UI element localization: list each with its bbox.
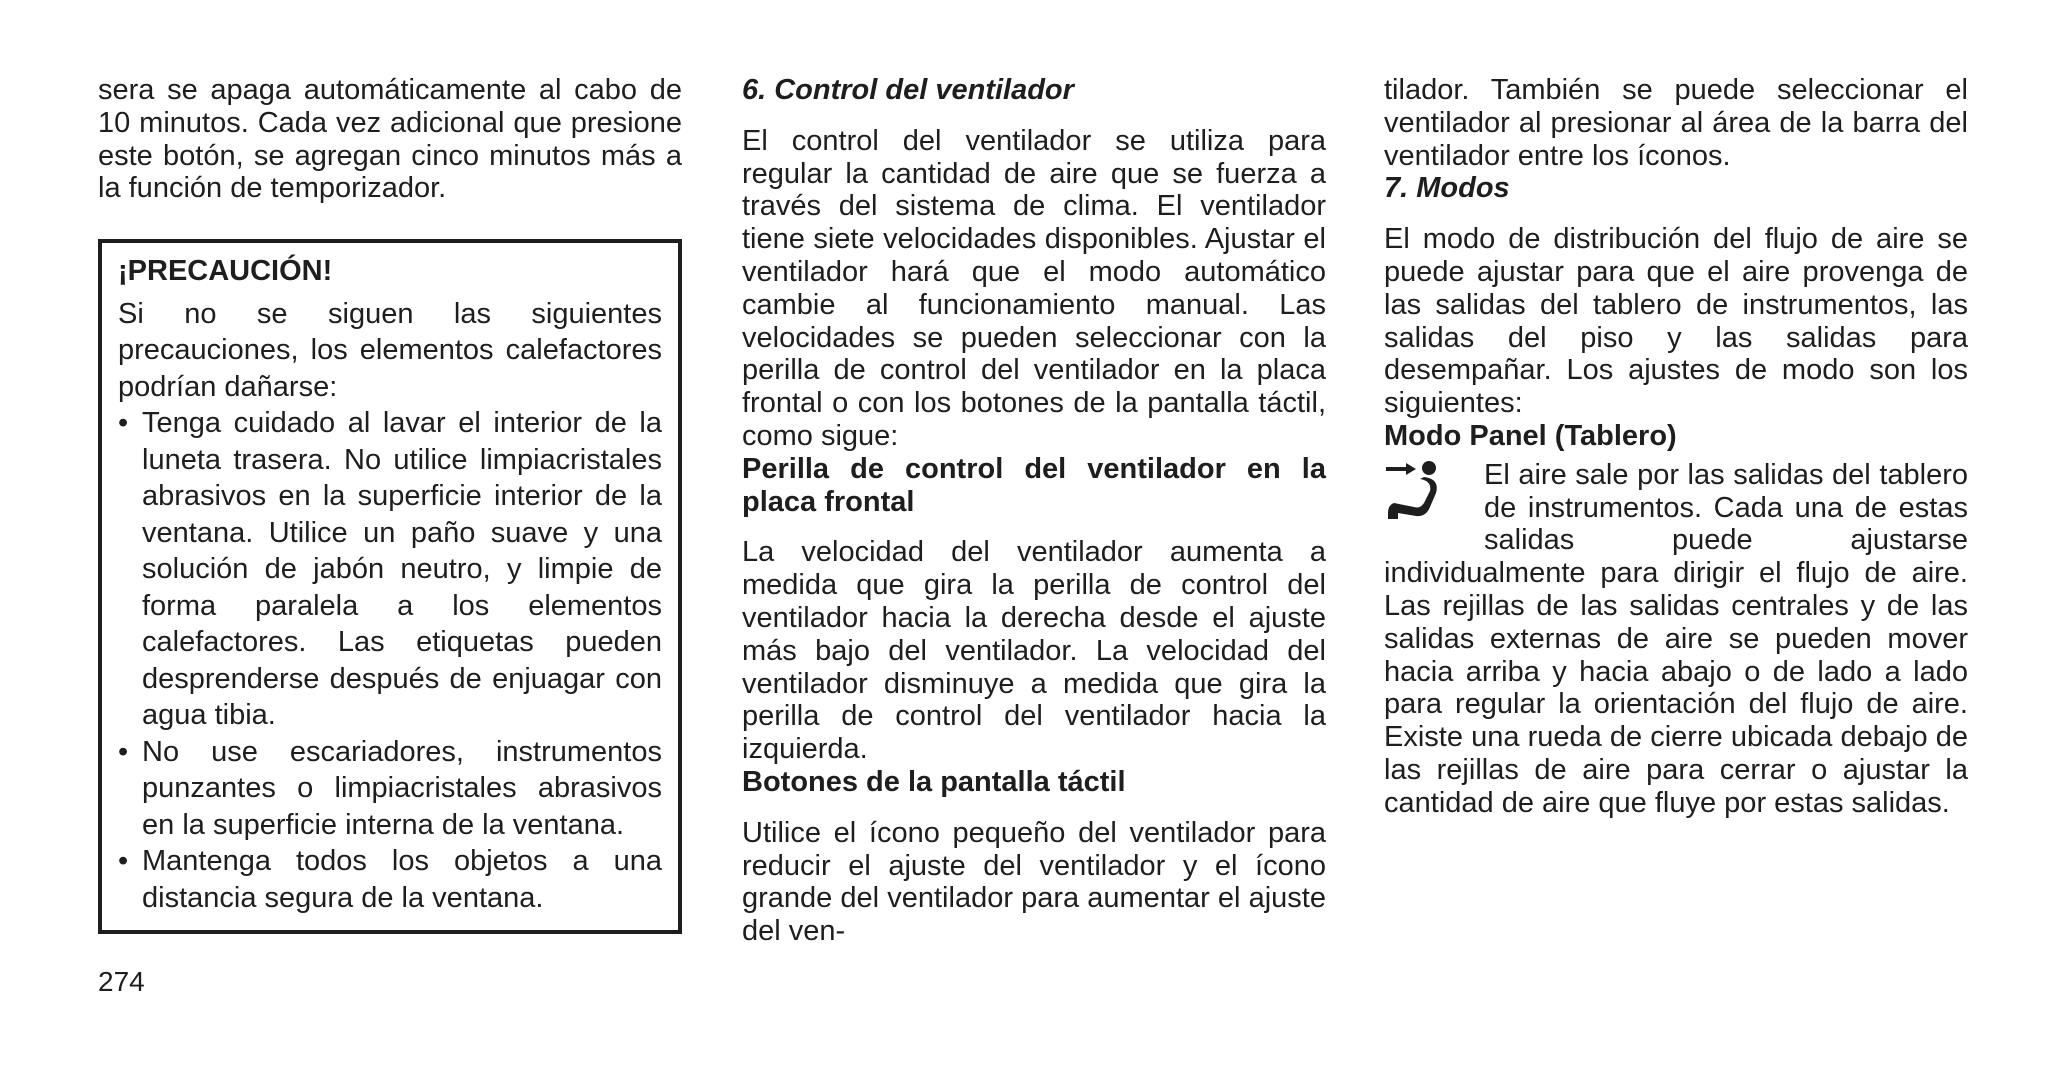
panel-mode-icon bbox=[1384, 459, 1484, 557]
caution-bullet: • No use escariadores, instrumentos punzantes o limpiacristales abrasivos en la superficie interna de la ventana. bbox=[118, 734, 662, 844]
continued-paragraph: tilador. También se puede seleccionar el ventilador al presionar al área de la barra del ventilador entre los íconos. bbox=[1384, 74, 1968, 172]
caution-bullet: • Tenga cuidado al lavar el interior de la luneta trasera. No utilice limpiacristales abrasivos en la superficie interior de la ventana. Utilice un paño suave y una solución de jabón neutro, y limpie de forma paralela a los elementos calefactores. Las etiquetas pueden desprenderse después de enjuagar con agua tibia. bbox=[118, 405, 662, 734]
touchscreen-heading: Botones de la pantalla táctil bbox=[742, 765, 1126, 798]
column-left bbox=[98, 74, 682, 934]
section-6-paragraph: El control del ventilador se utiliza para regular la cantidad de aire que se fuerza a través del sistema de clima. El ventilador tiene siete velocidades disponibles. Ajustar el ventilador hará que el modo automático cambie al funcionamiento manual. Las velocidades se pueden seleccionar con la perilla de control del ventilador en la placa frontal o con los botones de la pantalla táctil, como sigue: bbox=[742, 124, 1326, 452]
knob-paragraph: La velocidad del ventilador aumenta a medida que gira la perilla de control del ventilador hacia la derecha desde el ajuste más bajo del ventilador. La velocidad del ventilador disminuye a medida que gira la perilla de control del ventilador hacia la izquierda. bbox=[742, 536, 1326, 766]
page-number: 274 bbox=[98, 966, 145, 997]
panel-mode-heading: Modo Panel (Tablero) bbox=[1384, 419, 1677, 452]
touchscreen-paragraph: Utilice el ícono pequeño del ventilador para reducir el ajuste del ventilador y el ícono grande del ventilador para aumentar el ajuste del ven- bbox=[742, 816, 1326, 948]
column-right bbox=[1384, 74, 1968, 820]
caution-box bbox=[98, 239, 682, 934]
caution-intro: Si no se siguen las siguientes precauciones, los elementos calefactores podrían dañarse: bbox=[118, 297, 662, 403]
caution-bullet: • Mantenga todos los objetos a una distancia segura de la ventana. bbox=[118, 843, 662, 916]
section-7-paragraph: El modo de distribución del flujo de aire se puede ajustar para que el aire provenga de las salidas del tablero de instrumentos, las salidas del piso y las salidas para desempañar. Los ajustes de modo son los siguientes: bbox=[1384, 223, 1968, 420]
knob-heading: Perilla de control del ventilador en la placa frontal bbox=[742, 452, 1326, 518]
intro-paragraph: sera se apaga automáticamente al cabo de 10 minutos. Cada vez adicional que presione este botón, se agregan cinco minutos más a la función de temporizador. bbox=[98, 74, 682, 205]
section-6-heading: 6. Control del ventilador bbox=[742, 74, 1074, 106]
column-middle bbox=[742, 74, 1326, 948]
panel-mode-block bbox=[1384, 459, 1968, 820]
section-7-heading: 7. Modos bbox=[1384, 172, 1510, 205]
caution-list bbox=[118, 405, 662, 916]
caution-title: ¡PRECAUCIÓN! bbox=[118, 255, 333, 288]
panel-mode-paragraph: El aire sale por las salidas del tablero de instrumentos. Cada una de estas salidas puede ajustarse individualmente para dirigir el flujo de aire. Las rejillas de las salidas centrales y de las salidas externas de aire se pueden mover hacia arriba y hacia abajo o de lado a lado para regular la orientación del flujo de aire. Existe una rueda de cierre ubicada debajo de las rejillas de aire para cerrar o ajustar la cantidad de aire que fluye por estas salidas. bbox=[1384, 458, 1968, 819]
